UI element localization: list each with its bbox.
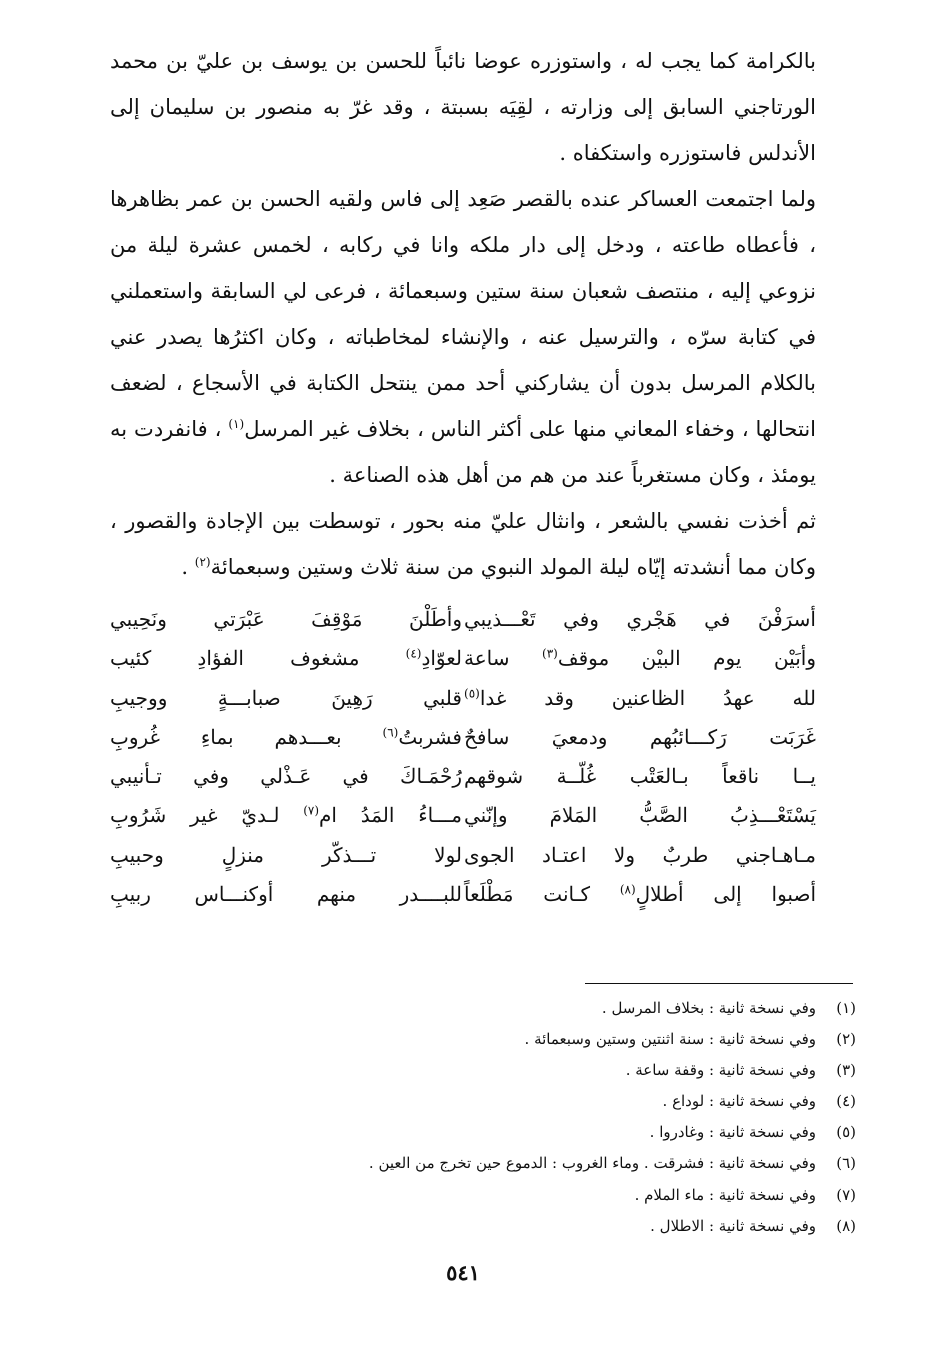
text-run: ساعة — [464, 646, 543, 671]
text-run: لله عهدُ الظاعنين وقد غدا — [479, 685, 816, 710]
footnote — [216, 1086, 856, 1117]
verse-second-hemistich — [110, 757, 462, 796]
footnote — [216, 1117, 856, 1148]
footnote-text: وفي نسخة ثانية : بخلاف المرسل . — [601, 999, 816, 1017]
text-run: مـــاءُ المَدُ ام — [319, 803, 462, 828]
footnote-ref: (٤) — [405, 646, 422, 661]
footnote-text: وفي نسخة ثانية : لوداع . — [662, 1092, 816, 1111]
footnote-ref: (٦) — [382, 725, 399, 740]
footnote-text: وفي نسخة ثانية : فشرقت . وماء الغروب : الدموع حين تخرج من العين . — [368, 1154, 816, 1173]
verse-second-hemistich — [110, 679, 462, 718]
page-number: ٥٤١ — [446, 1260, 480, 1285]
footnote-divider — [585, 983, 853, 984]
footnote-ref: (٣) — [542, 646, 558, 661]
paragraph — [110, 176, 816, 498]
text-run: للبــــدر منهم أوكنـــاس ربيبِ — [110, 882, 462, 907]
text-run: بعـــدهم بماءِ غُروبِ — [110, 724, 383, 749]
footnote — [216, 1211, 856, 1242]
verse-second-hemistich — [110, 718, 462, 757]
footnote-number: (١) — [836, 999, 856, 1017]
footnote — [216, 1180, 856, 1211]
verse-second-hemistich — [110, 639, 462, 678]
text-run: كـانت مَطْلَعاً — [464, 882, 620, 907]
footnotes — [216, 993, 856, 1242]
footnote — [216, 1024, 856, 1055]
text-run: قلبي رَهِينَ صبابـــةٍ ووجيبِ — [110, 685, 462, 710]
text-run: وأبَيْن يوم البيْن موقف — [557, 646, 816, 671]
text-run: أسرَفْنَ في هَجْري وفي تَعْـــذيبي — [464, 607, 816, 631]
text-run: رُحْمَـاكَ في عَـذْلي وفي تـأنيبي — [110, 764, 462, 789]
footnote-ref: (٢) — [194, 555, 211, 569]
text-run: ثم أخذت نفسي بالشعر ، وانثال عليّ منه بحور ، توسطت بين الإجادة والقصور ، وكان مما أنشدته إيّاه ليلة المولد النبوي من سنة ثلاث وستين وسبعمائة — [110, 509, 816, 579]
text-run: ، فانفردت به يومئذ ، وكان مستغرباً عند من هم من أهل هذه الصناعة . — [110, 417, 816, 487]
text-run: أصبوا إلى أطلالٍ — [635, 882, 816, 907]
text-run: مشغوف الفؤادِ كئيب — [110, 646, 406, 671]
verse-first-hemistich — [464, 757, 816, 796]
verse-first-hemistich — [464, 836, 816, 875]
verse-first-hemistich — [464, 796, 816, 835]
footnote — [216, 993, 856, 1024]
text-run: مـاهـاجني طربٌ ولا اعتـاد الجوى — [464, 842, 816, 867]
footnote-text: وفي نسخة ثانية : الاطلال . — [650, 1216, 816, 1235]
footnote-number: (٨) — [836, 1216, 856, 1235]
paragraph — [110, 38, 816, 176]
footnote-number: (٣) — [836, 1061, 856, 1080]
footnote-text: وفي نسخة ثانية : ماء الملام . — [634, 1185, 816, 1204]
footnote-number: (٦) — [836, 1154, 856, 1173]
verse-second-hemistich — [110, 600, 462, 639]
footnote-text: وفي نسخة ثانية : سنة اثنتين وستين وسبعمائة . — [524, 1030, 816, 1049]
footnote-ref: (١) — [228, 417, 245, 431]
verse-first-hemistich — [464, 875, 816, 914]
prose-text — [110, 38, 816, 590]
text-run: ولما اجتمعت العساكر عنده بالقصر صَعِد إلى فاس ولقيه الحسن بن عمر بظاهرها ، فأعطاه طاعته ، ودخل إلى دار ملكه وانا في ركابه ، لخمس عشرة ليلة من نزوعي إليه ، منتصف شعبان سنة ستين وسبعمائة ، فرعى لي السابقة واستعملني في كتابة سرّه ، والترسيل عنه ، والإنشاء لمخاطباته ، وكان اكثرُها يصدر عني بالكلام المرسل بدون أن يشاركني أحد ممن ينتحل الكتابة في الأسجاع ، لضعف انتحالها ، وخفاء المعاني منها على أكثر الناس ، بخلاف غير المرسل — [110, 187, 816, 441]
text-run: بالكرامة كما يجب له ، واستوزره عوضا نائباً للحسن بن يوسف بن عليّ بن محمد الورتاجني السابق إلى وزارته ، لقِيَه بسبتة ، وقد غرّ به منصور بن سليمان إلى الأندلس فاستوزره واستكفاه . — [110, 49, 816, 165]
footnote-ref: (٥) — [464, 685, 480, 700]
verse-first-hemistich — [464, 639, 816, 678]
text-run: وأطَلْنَ مَوْقِفَ عَبْرَتي ونَحِيبي — [110, 607, 462, 631]
verse-first-hemistich — [464, 600, 816, 639]
text-run: فشربتُ — [398, 724, 462, 749]
poem-first-hemistichs — [464, 600, 816, 914]
footnote-ref: (٨) — [619, 882, 636, 897]
text-run: لـديّ غير شَرُوبِ — [110, 803, 304, 828]
footnote-ref: (٧) — [303, 803, 320, 818]
text-run: يــا ناقعاً بـالعَتْب غُلّــة شوقهم — [464, 764, 816, 789]
verse-second-hemistich — [110, 796, 462, 835]
footnote-text: وفي نسخة ثانية : وغادروا . — [649, 1123, 816, 1142]
verse-first-hemistich — [464, 718, 816, 757]
footnote-number: (٤) — [836, 1092, 856, 1111]
footnote-text: وفي نسخة ثانية : وقفة ساعة . — [625, 1061, 816, 1080]
text-run: يَسْتَعْـــذِبُ الصَّبُّ المَلامَ وإنّني — [464, 803, 816, 828]
footnote-number: (٢) — [836, 1030, 856, 1049]
text-run: لولا تـــذكّر منزلٍ وحبيبِ — [110, 842, 462, 867]
text-run: . — [181, 555, 195, 579]
footnote-number: (٧) — [836, 1185, 856, 1204]
footnote-number: (٥) — [836, 1123, 856, 1142]
verse-second-hemistich — [110, 875, 462, 914]
text-run: غَرَبَت رَكـــائبُهم ودمعيَ سافحٌ — [464, 724, 816, 749]
poem — [110, 600, 816, 914]
poem-second-hemistichs — [110, 600, 462, 914]
paragraph — [110, 498, 816, 590]
verse-first-hemistich — [464, 679, 816, 718]
text-run: لعوّادِ — [421, 646, 462, 671]
footnote — [216, 1055, 856, 1086]
verse-second-hemistich — [110, 836, 462, 875]
footnote — [216, 1148, 856, 1179]
